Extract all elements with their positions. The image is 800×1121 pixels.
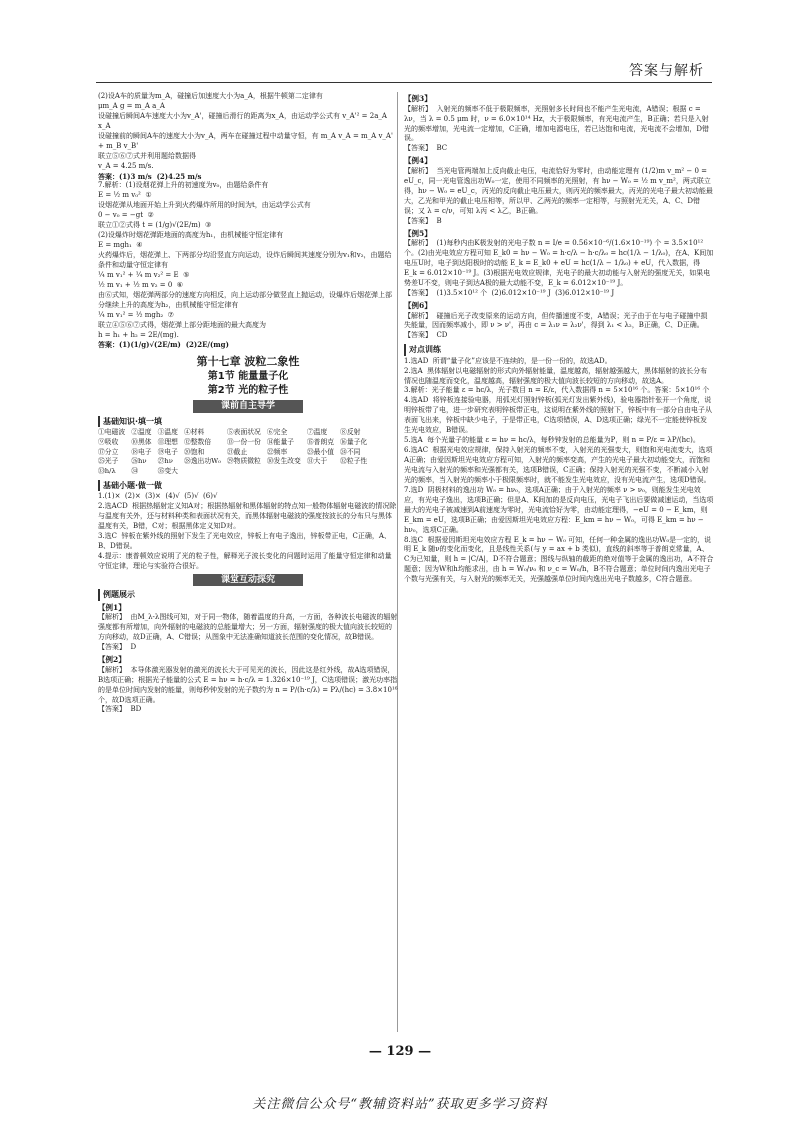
fill-answer: ⑰分立 [98,447,119,456]
fill-answer: ㉚发生改变 [266,457,301,466]
fill-answer: ㉔不同 [340,447,361,456]
text-line: 由⑥式知，烟花弹两部分的速度方向相反，向上运动部分做竖直上抛运动，设爆炸后烟花弹上部分继续上升的高度为h₂，由机械能守恒定律有 [98,290,392,309]
fill-answer: ④材料 [183,428,205,437]
footer-note: 关注微信公众号“教辅资料站”获取更多学习资料 [252,1097,548,1112]
fill-answer: ㉕光子 [98,457,119,466]
example-label: 【例6】 [404,300,432,310]
training-item: 7.选D 阴极材料的逸出功 W₀ = hν₀，选项A正确；由于入射光的频率 ν > ν₀，则能发生光电效应，有光电子逸出，选项B正确；但是A、K间加的是反向电压，光电子飞出后要做减速运动，当选项最大的光电子被减速到A前速度为零时，光电流恰好为零，由动能定理得，−eU = 0 − E_km，则 E_km = eU，选项B正确；由爱因斯坦光电效应方程：E_km = hν − W₀，可得 E_km = hν − hν₀，选项C正确。 [404,485,714,534]
training-item: 5.选A 每个光量子的能量 ε = hν = hc/λ，每秒钟发射的总能量为P，则 n = P/ε = λP/(hc)。 [404,436,700,445]
training-item: 6.选AC 根据光电效应规律，保持入射光的频率不变，入射光的光强变大，则饱和光电流变大，选项A正确；由爱因斯坦光电效应方程可知，入射光的频率变高，产生的光电子最大初动能变大，而饱和光电流与入射光的频率和光强都有关，选项B错误，C正确；保持入射光的光强不变，不断减小入射光的频率，当入射光的频率小于极限频率时，就不能发生光电效应，没有光电流产生，选项D错误。 [404,446,713,484]
example-answer: 【答案】 CD [404,331,448,340]
quiz-line: 3.选C 锌板在紫外线的照射下发生了光电效应，锌板上有电子逸出，锌板带正电，C正确，A、B、D错误。 [98,531,391,550]
text-line: v_A = 4.25 m/s. [98,161,154,170]
example-answer: 【答案】 BC [404,144,448,153]
example-label: 【例1】 [98,602,126,612]
text-line: ¼ m v₁² + ¼ m v₂² = E ⑤ [98,270,190,279]
quiz-line: 4.提示：康普顿效应说明了光的粒子性，解释光子波长变化的问题时运用了能量守恒定律和动量守恒定律，理论与实验符合很好。 [98,551,392,570]
example-body: 【解析】 (1)每秒内由K极发射的光电子数 n = I/e = 0.56×10⁻⁶/(1.6×10⁻¹⁹) 个 = 3.5×10¹² 个。(2)由光电效应方程可知 E_k0 = hν − W₀ = h·c/λ − h·c/λ₀ = hc(1/λ − 1/λ₀)，在A、K间加电压U时，电子到达阳极时的动能 E_k = E_k0 + eU = hc(1/λ − 1/λ₀) + eU，代入数据，得 E_k = 6.012×10⁻¹⁹ J。(3)根据光电效应规律，光电子的最大初动能与入射光的强度无关，如果电势差U不变，则电子到达A极的最大动能不变，E_k = 6.012×10⁻¹⁹ J。 [404,239,714,287]
subsection-heading: 对点训练 [404,344,714,355]
page-header [96,60,712,83]
text-line: 设碰撞后瞬间A车速度大小为v_A'，碰撞后滑行的距离为x_A，由运动学公式有 v_A'² = 2a_A x_A [98,111,390,130]
fill-answer: ㉖hν [131,457,147,466]
text-line: h = h₁ + h₂ = 2E/(mg). [98,330,179,339]
text-line: E = mgh₁ ④ [98,241,143,250]
fill-answer-grid [98,428,398,476]
fill-answer: ⑮普朗克 [306,438,335,447]
fill-answer: ⑧反射 [340,428,361,437]
fill-answer: ⑩黑体 [131,438,152,447]
text-line: E = ½ m v₀² ① [98,191,152,200]
quiz-line: 2.选ACD 根据热辐射定义知A对；根据热辐射和黑体辐射的特点知一般物体辐射电磁波的情况除与温度有关外，还与材料种类和表面状况有关，而黑体辐射电磁波的强度按波长的分布只与黑体温度有关，B错，C对；根据黑体定义知D对。 [98,501,397,530]
subsection-heading: 基础知识·填一填 [98,416,398,427]
example-body: 【解析】 当光电管两端加上反向截止电压，电流恰好为零时，由动能定理有 (1/2)m v_m² − 0 = eU_c，同一光电管逸出功W₀一定，使用不同频率的光照射，有 hν − W₀ = ½ m v_m²，两式联立得，hν − W₀ = eU_c，丙光的反向截止电压最大，则丙光的频率最大，丙光的光电子最大初动能最大，乙光和甲光的截止电压相等，所以甲、乙两光的频率一定相等，与照射光无关，A、C、D错误；又 λ = c/ν，可知 λ丙 < λ乙，B正确。 [404,166,713,215]
chapter-title: 第十七章 波粒二象性 [196,355,300,369]
training-item: 3.解析：光子能量 ε = hc/λ，光子数目 n = E/ε，代入数据得 n = 5×10¹⁶ 个。答案：5×10¹⁶ 个 [404,386,710,395]
fill-answer: ⑫整数倍 [183,438,212,447]
fill-answer: ㉗hν [157,457,173,466]
text-line: 设烟花弹从地面开始上升到火药爆炸所用的时间为t，由运动学公式有 [98,201,311,210]
fill-answer: ①电磁波 [98,428,126,437]
fill-answer: ⑬一份一份 [226,438,261,447]
fill-answer: ㉓最小值 [306,447,335,456]
example-answer: 【答案】 (1)3.5×10¹² 个 (2)6.012×10⁻¹⁹ J (3)6.012×10⁻¹⁹ J [404,288,615,297]
section-banner: 课堂互动探究 [193,574,303,587]
fill-answer: ㉜粒子性 [340,457,368,466]
fill-answer: ③温度 [157,428,178,437]
subsection-heading: 基础小题·做一做 [98,480,398,491]
example-label: 【例4】 [404,156,432,166]
fill-answer: ㉘逸出功W₀ [183,457,221,466]
text-line: (2)设A车的质量为m_A，碰撞后加速度大小为a_A，根据牛顿第二定律有 [98,92,323,100]
fill-answer: ㉝h/λ [98,467,116,476]
training-item: 2.选A 黑体辐射以电磁辐射的形式向外辐射能量，温度越高，辐射越强越大，黑体辐射的波长分布情况也随温度而变化，温度越高，辐射强度的极大值向波长较短的方向移动，故选A。 [404,366,708,385]
example-body: 【解析】 由M_λ-λ图线可知，对于同一物体，随着温度的升高，一方面，各种波长电磁波的辐射强度都有所增加，向外辐射的电磁波的总能量增大；另一方面，辐射强度的极大值向波长较短的方向移动，故D正确，A、C错误；从图象中无法准确知道波长范围的变化情况，故B错误。 [98,613,398,642]
example-label: 【例5】 [404,228,432,238]
text-line: ½ m v₁ + ½ m v₂ = 0 ⑥ [98,280,184,289]
fill-answer: ⑱电子 [131,447,152,456]
fill-answer: ⑥完全 [266,428,288,437]
example-body: 【解析】 入射光的频率不低于极限频率，光照射多长时间也不能产生光电流，A错误；根据 c = λν，当 λ = 0.5 μm 时，ν = 6.0×10¹⁴ Hz，大于极限频率，有光电流产生，B正确；若只是入射光的频率增加，光电流一定增加，C正确，增加电源电压，若已达饱和电流，光电流不会增加，D错误。 [404,104,709,143]
example-answer: 【答案】 B [404,216,442,225]
fill-answer: ㉞ [131,467,138,476]
example-label: 【例3】 [404,94,432,103]
training-item: 8.选C 根据爱因斯坦光电效应方程 E_k = hν − W₀ 可知，任何一种金属的逸出功W₀是一定的，说明 E_k 随ν的变化而变化，且是线性关系(与 y = ax + b 类似)，直线的斜率等于普朗克常量，A、C为已知量，则 h = |C/A|，D不符合题意；图线与纵轴的截距的绝对值等于金属的逸出功，A不符合题意；因为W和h均能求出，由 h = W₀/ν₀ 和 ν_c = W₀/h，B不符合题意；单位时间内逸出光电子个数与光强有关，与入射光的频率无关，光强越强单位时间内逸出光电子数越多，C符合题意。 [404,535,714,584]
fill-answer: ㉟变大 [157,467,178,476]
text-line: 0 − v₀ = −gt ② [98,211,154,220]
text-line: (2)设爆炸时烟花弹距地面的高度为h₁，由机械能守恒定律有 [98,231,284,240]
fill-answer: ②温度 [131,428,152,437]
header-title: 答案与解析 [629,63,704,79]
answer-line: 答案：(1)3 m/s (2)4.25 m/s [98,171,202,181]
fill-answer: ⑲电子 [157,447,178,456]
text-line: 联立①②式得 t = (1/g)√(2E/m) ③ [98,221,212,230]
section-title: 第2节 光的粒子性 [207,385,289,397]
section-title: 第1节 能量量子化 [207,370,289,382]
fill-answer: ⑳饱和 [183,447,205,456]
example-body: 【解析】 碰撞后光子改变原来的运动方向，但传播速度不变，A错误；光子由于在与电子碰撞中损失能量，因而频率减小，即 ν > ν'，再由 c = λ₁ν = λ₂ν'，得到 λ₁ < λ₂，B正确，C、D正确。 [404,311,708,330]
fill-answer: ⑦温度 [306,428,328,437]
text-line: 设碰撞前的瞬间A车的速度大小为v_A，两车在碰撞过程中动量守恒，有 m_A v_A = m_A v_A' + m_B v_B' [98,131,396,150]
fill-answer: ㉒频率 [266,447,288,456]
example-answer: 【答案】 BD [98,705,142,714]
fill-answer: ⑨吸收 [98,438,119,447]
fill-answer: ㉑截止 [226,447,248,456]
fill-answer: ⑭能量子 [266,438,295,447]
quiz-line: 1.(1)× (2)× (3)× (4)√ (5)√ (6)√ [98,492,218,501]
section-banner: 课前自主导学 [193,400,303,413]
example-body: 【解析】 本导体激光器发射的激光的波长大于可见光的波长，因此这是红外线，故A选项错误，B选项正确；根据光子能量的公式 E = hν = h·c/λ = 1.326×10⁻¹⁹ J，C选项错误；激光功率指的是单位时间内发射的能量，则每秒钟发射的光子数约为 n = P/(h·c/λ) = Pλ/(hc) = 3.8×10¹⁶ 个，故D选项正确。 [98,665,400,704]
fill-answer: ⑪理想 [157,438,178,447]
fill-answer: ⑤表面状况 [226,428,261,437]
text-line: μm_A g = m_A a_A [98,101,165,110]
example-label: 【例2】 [98,655,126,665]
training-item: 1.选AD 所谓“量子化”应该是不连续的，是一份一份的，故选AD。 [404,356,612,365]
text-line: 7.解析：(1)设烟花弹上升的初速度为v₀，由题给条件有 [98,181,269,190]
text-line: ¼ m v₁² = ½ mgh₂ ⑦ [98,310,174,319]
fill-answer: ㉙物质微粒 [226,457,261,466]
fill-answer: ⑯量子化 [340,438,368,447]
subsection-heading: 例题展示 [98,589,398,600]
right-column [404,92,714,585]
text-line: 火药爆炸后，烟花弹上、下两部分均沿竖直方向运动，设炸后瞬间其速度分别为v₁和v₂，由题给条件和动量守恒定律有 [98,251,392,269]
fill-answer: ㉛大于 [306,457,328,466]
text-line: 联立④⑤⑥⑦式得，烟花弹上部分距地面的最大高度为 [98,320,266,329]
left-column [98,92,398,715]
page-number: — 129 — [368,1044,432,1059]
example-answer: 【答案】 D [98,643,137,652]
answer-line: 答案：(1)(1/g)√(2E/m) (2)2E/(mg) [98,340,229,350]
text-line: 联立⑤⑥⑦式并利用题给数据得 [98,151,196,160]
training-item: 4.选AD 将锌板连接验电器，用弧光灯照射锌板(弧光灯发出紫外线)，验电器指针张开一个角度，说明锌板带了电，进一步研究表明锌板带正电，这说明在紫外线的照射下，锌板中有一部分自由电子从表面飞出来，锌板中缺少电子，于是带正电，C选项错误，A、D选项正确；绿光不一定能使锌板发生光电效应，B错误。 [404,396,712,435]
